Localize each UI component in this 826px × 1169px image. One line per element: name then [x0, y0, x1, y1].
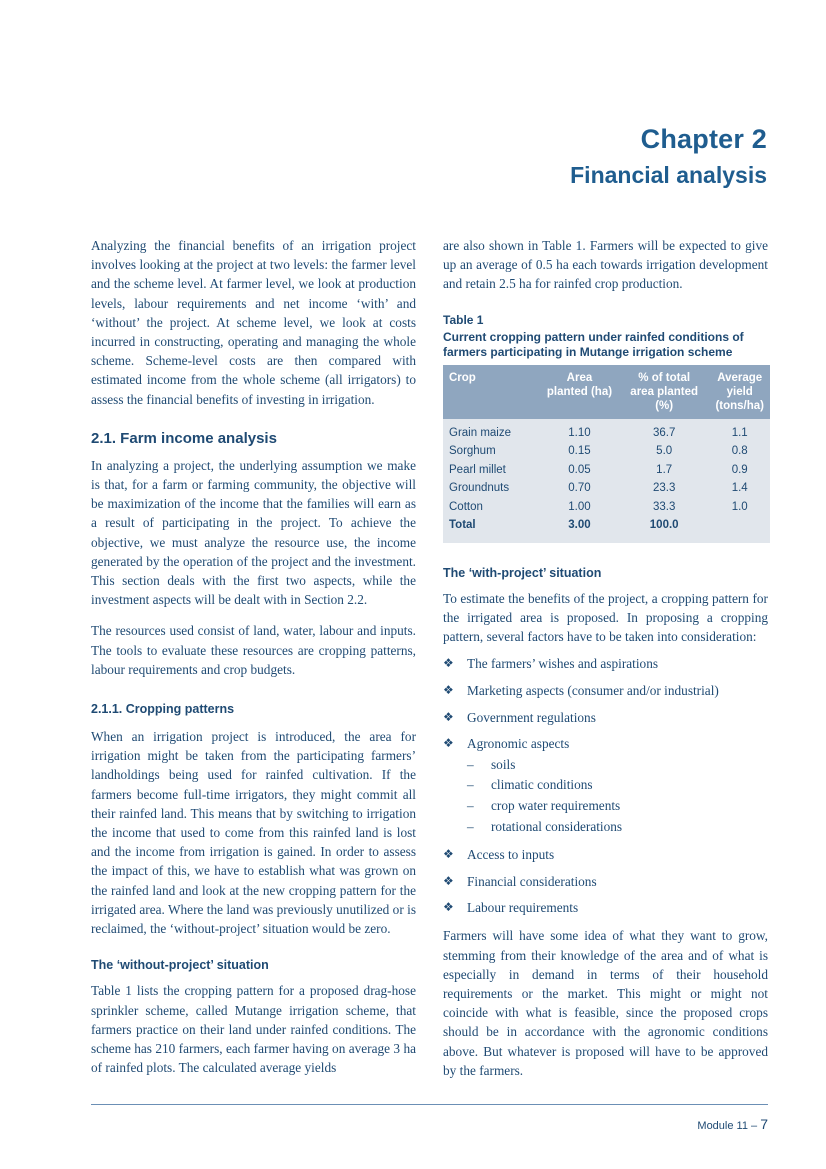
list-item-text: Labour requirements [467, 900, 579, 916]
page-number: 7 [760, 1116, 768, 1132]
cell-crop: Pearl millet [449, 463, 506, 476]
left-column [91, 236, 416, 1077]
list-item [443, 872, 768, 891]
list-item-text: Access to inputs [467, 846, 555, 862]
without-project-paragraph: Table 1 lists the cropping pattern for a proposed drag-hose sprinkler scheme, called Mutange irrigation scheme, that farmers practice on their land under rainfed conditions. The scheme has 210 farmers, each farmer having on average 3 ha of rainfed plots. The calculated average yields [91, 983, 416, 1076]
cell-area: 1.00 [568, 500, 591, 513]
cell-yield: 1.0 [731, 500, 748, 513]
footer-module: Module 11 – [697, 1120, 761, 1132]
table-header-row [443, 365, 770, 419]
cell-area: 0.15 [568, 445, 591, 458]
cell-area: 0.05 [568, 463, 591, 476]
cell-yield: 0.9 [731, 463, 748, 476]
sub-list-item [467, 775, 768, 796]
list-item-text: Government regulations [467, 709, 596, 725]
diamond-bullet-icon: ❖ [443, 709, 454, 724]
section-2-1-heading: 2.1. Farm income analysis [91, 429, 277, 447]
list-item-text: Marketing aspects (consumer and/or industrial) [467, 682, 719, 698]
sub-list-item [467, 817, 768, 838]
factors-list [443, 654, 768, 917]
table-row [443, 419, 770, 443]
footer-rule [91, 1104, 768, 1105]
section-2-1-paragraph-2: The resources used consist of land, water, labour and inputs. The tools to evaluate these resources are cropping patterns, labour requirements and crop budgets. [91, 623, 416, 677]
diamond-bullet-icon: ❖ [443, 682, 454, 697]
cell-area: 3.00 [568, 519, 591, 532]
table-row [443, 498, 770, 517]
table-total-row [443, 516, 770, 543]
sub-list-item-text: climatic conditions [491, 777, 593, 793]
cell-percent: 5.0 [656, 445, 673, 458]
table-row [443, 461, 770, 480]
dash-bullet-icon: – [467, 818, 474, 834]
cell-percent: 1.7 [656, 463, 673, 476]
table-row [443, 442, 770, 461]
list-item [443, 898, 768, 917]
chapter-title: Financial analysis [570, 162, 767, 188]
list-item [443, 734, 768, 837]
dash-bullet-icon: – [467, 797, 474, 813]
sub-list-item-text: rotational considerations [491, 818, 623, 834]
cell-percent: 100.0 [649, 519, 679, 532]
dash-bullet-icon: – [467, 777, 474, 793]
cell-yield: 0.8 [731, 445, 748, 458]
table-row [443, 479, 770, 498]
continuation-paragraph: are also shown in Table 1. Farmers will be expected to give up an average of 0.5 ha each towards irrigation development and retain 2.5 ha for rainfed crop production. [443, 238, 768, 292]
without-project-heading: The ‘without-project’ situation [91, 958, 269, 973]
cell-yield: 1.1 [731, 426, 748, 439]
page-footer [697, 1116, 768, 1132]
diamond-bullet-icon: ❖ [443, 846, 454, 861]
cell-area: 1.10 [568, 426, 591, 439]
cell-crop: Grain maize [449, 426, 511, 439]
right-column [443, 236, 768, 1080]
chapter-number: Chapter 2 [640, 124, 767, 154]
list-item [443, 708, 768, 727]
sub-list-item [467, 796, 768, 817]
cell-yield [709, 516, 770, 543]
sub-list-item [467, 755, 768, 776]
list-item-text: The farmers’ wishes and aspirations [467, 656, 659, 672]
cell-crop: Sorghum [449, 445, 496, 458]
chapter-heading [570, 122, 767, 190]
list-item [443, 681, 768, 700]
diamond-bullet-icon: ❖ [443, 900, 454, 915]
sub-list-item-text: crop water requirements [491, 797, 621, 813]
section-2-1-1-paragraph: When an irrigation project is introduced, the area for irrigation might be taken from the participating farmers’ landholdings being used for rainfed cultivation. If the farmers become full-time irrigators, they might commit all their rainfed land. This means that by switching to irrigation the income that used to come from this rainfed land is lost and the income from irrigation is gained. In order to assess the impact of this, we have to establish what was grown on the rainfed land and look at the new cropping pattern for the irrigated area. Where the land was previously unutilized or is reclaimed, the ‘without-project’ situation would be zero. [91, 729, 416, 937]
crop-table [443, 365, 770, 543]
with-project-paragraph: To estimate the benefits of the project, a cropping pattern for the irrigated area is proposed. In proposing a cropping pattern, several factors have to be taken into consideration: [443, 590, 768, 645]
table-caption: Current cropping pattern under rainfed conditions of farmers participating in Mutange irrigation scheme [443, 329, 744, 359]
header-crop: Crop [443, 365, 540, 419]
section-2-1-1-heading: 2.1.1. Cropping patterns [91, 702, 235, 717]
closing-paragraph: Farmers will have some idea of what they want to grow, stemming from their knowledge of the area and of what is especially in demand in terms of their household requirements or the market. This might or might not coincide with what is feasible, since the proposed crops should be in accordance with the agronomic conditions above. But whatever is proposed will have to be approved by the farmers. [443, 928, 768, 1078]
cell-area: 0.70 [568, 482, 591, 495]
cell-crop: Groundnuts [449, 482, 510, 495]
with-project-heading: The ‘with-project’ situation [443, 565, 602, 580]
list-item [443, 654, 768, 673]
cell-crop: Cotton [449, 500, 483, 513]
cell-percent: 23.3 [652, 482, 676, 495]
cell-yield: 1.4 [731, 482, 748, 495]
section-2-1-paragraph-1: In analyzing a project, the underlying assumption we make is that, for a farm or farming community, the objective will be maximization of the income that the families will earn as a result of participating in the project. To achieve the objective, we must analyze the resource use, the income generated by the operation of the project and the investment. This section deals with the first two aspects, while the investment aspects will be dealt with in Section 2.2. [91, 457, 416, 608]
cell-percent: 36.7 [652, 426, 676, 439]
cell-percent: 33.3 [652, 500, 676, 513]
diamond-bullet-icon: ❖ [443, 736, 454, 751]
diamond-bullet-icon: ❖ [443, 656, 454, 671]
header-percent: % of total area planted (%) [619, 365, 710, 419]
sub-list-item-text: soils [491, 756, 516, 772]
intro-paragraph: Analyzing the financial benefits of an irrigation project involves looking at the project at two levels: the farmer level and the scheme level. At farmer level, we look at production levels, labour requirements and net income ‘with’ and ‘without’ the project. At scheme level, we look at costs incurred in constructing, operating and managing the whole scheme. Scheme-level costs are then compared with estimated income from the whole scheme (all irrigators) to assess the financial benefits of investing in irrigation. [91, 238, 416, 407]
cell-crop: Total [449, 519, 476, 532]
diamond-bullet-icon: ❖ [443, 873, 454, 888]
table-label: Table 1 [443, 312, 484, 327]
header-yield: Average yield (tons/ha) [709, 365, 770, 419]
header-area: Area planted (ha) [540, 365, 619, 419]
list-item [443, 845, 768, 864]
list-item-text: Financial considerations [467, 873, 597, 889]
dash-bullet-icon: – [467, 756, 474, 772]
list-item-text: Agronomic aspects [467, 736, 570, 752]
agronomic-sublist [467, 755, 768, 838]
